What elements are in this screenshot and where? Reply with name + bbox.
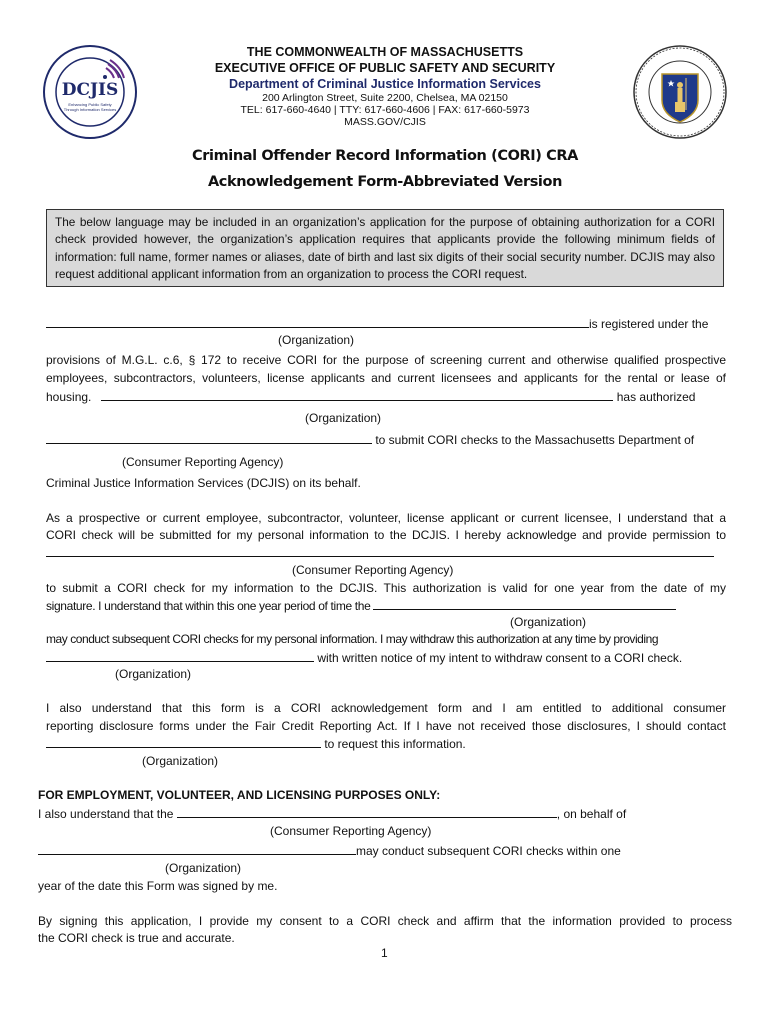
para3-label-organization: (Organization) bbox=[142, 754, 219, 768]
organization-blank-1[interactable] bbox=[46, 316, 589, 328]
para4-line2: may conduct subsequent CORI checks within one bbox=[38, 843, 621, 858]
organization-blank-3[interactable] bbox=[373, 598, 676, 610]
dcjis-logo-text: DCJIS bbox=[61, 80, 119, 100]
para3-line1: I also understand that this form is a CORI acknowledgement form and I am entitled to additional consumer bbox=[46, 701, 726, 715]
header-phone: TEL: 617-660-4640 | TTY: 617-660-4606 | FAX: 617-660-5973 bbox=[240, 104, 530, 116]
para5-line1: By signing this application, I provide my consent to a CORI check and affirm that the information provided to process bbox=[38, 914, 732, 928]
organization-blank-5[interactable] bbox=[46, 736, 321, 748]
form-subtitle: Acknowledgement Form-Abbreviated Version bbox=[207, 174, 562, 190]
para1-line6: Criminal Justice Information Services (DCJIS) on its behalf. bbox=[46, 476, 361, 490]
cra-blank-1[interactable] bbox=[46, 432, 372, 444]
organization-blank-2[interactable] bbox=[101, 389, 613, 401]
para4-label-cra: (Consumer Reporting Agency) bbox=[270, 824, 432, 838]
organization-blank-4[interactable] bbox=[46, 650, 314, 662]
cra-blank-2[interactable] bbox=[46, 545, 714, 557]
header-executive-office: EXECUTIVE OFFICE OF PUBLIC SAFETY AND SECURITY bbox=[214, 61, 556, 75]
dcjis-logo bbox=[42, 44, 138, 140]
para2-line2: CORI check will be submitted for my personal information to the DCJIS. I hereby acknowledge and provide permission to bbox=[46, 528, 726, 542]
header-department: Department of Criminal Justice Information Services bbox=[229, 77, 541, 91]
para2-blank-line bbox=[46, 545, 714, 560]
para2-label-organization: (Organization) bbox=[510, 615, 587, 629]
dcjis-logo-tagline: Enhancing Public Safety Through Information Services bbox=[63, 102, 117, 112]
para1-line1: is registered under the bbox=[46, 316, 708, 331]
header-website: MASS.GOV/CJIS bbox=[344, 116, 426, 128]
para1-line2: provisions of M.G.L. c.6, § 172 to receive CORI for the purpose of screening current and otherwise qualified prospective bbox=[46, 353, 726, 367]
form-title: Criminal Offender Record Information (CORI) CRA bbox=[192, 148, 578, 164]
para3-line3: to request this information. bbox=[46, 736, 466, 751]
state-seal-icon bbox=[632, 44, 728, 140]
page-number: 1 bbox=[381, 946, 388, 960]
organization-blank-6[interactable] bbox=[38, 843, 356, 855]
para1-label-organization-2: (Organization) bbox=[305, 411, 382, 425]
para1-line3: employees, subcontractors, volunteers, license applicants and current licensees and applicants for the rental or lease of bbox=[46, 371, 726, 385]
notice-box: The below language may be included in an organization’s application for the purpose of obtaining authorization for a CORI check provided however, the organization’s application requires that applicants provide the following minimum fields of information: full name, former names or aliases, date of birth and last six digits of their social security number. DCJIS may also request additional applicant information from an organization to process the CORI request. bbox=[46, 209, 724, 287]
para2-label-cra: (Consumer Reporting Agency) bbox=[292, 563, 454, 577]
para4-label-organization: (Organization) bbox=[165, 861, 242, 875]
para2-line6: with written notice of my intent to withdraw consent to a CORI check. bbox=[46, 650, 682, 665]
para4-line1: I also understand that the , on behalf of bbox=[38, 807, 627, 821]
cra-blank-3[interactable] bbox=[177, 806, 557, 818]
para1-label-cra: (Consumer Reporting Agency) bbox=[122, 455, 284, 469]
para2-line4: signature. I understand that within this one year period of time the bbox=[46, 598, 676, 613]
para1-line4: housing. has authorized bbox=[46, 390, 696, 404]
para4-line3: year of the date this Form was signed by me. bbox=[38, 879, 278, 893]
para2-line1: As a prospective or current employee, subcontractor, volunteer, license applicant or current licensee, I understand that a bbox=[46, 511, 726, 525]
para2-line5: may conduct subsequent CORI checks for my personal information. I may withdraw this authorization at any time by providing bbox=[46, 632, 659, 646]
para2-line3: to submit a CORI check for my information to the DCJIS. This authorization is valid for one year from the date of my bbox=[46, 581, 726, 595]
para2-label-organization-2: (Organization) bbox=[115, 667, 192, 681]
employment-heading: FOR EMPLOYMENT, VOLUNTEER, AND LICENSING PURPOSES ONLY: bbox=[38, 788, 441, 802]
para1-line5: to submit CORI checks to the Massachusetts Department of bbox=[46, 432, 694, 447]
para3-line2: reporting disclosure forms under the Fair Credit Reporting Act. If I have not received those disclosures, I should contact bbox=[46, 719, 726, 733]
massachusetts-seal bbox=[632, 44, 728, 140]
para5-line2: the CORI check is true and accurate. bbox=[38, 931, 235, 945]
para1-label-organization: (Organization) bbox=[278, 333, 355, 347]
header-address: 200 Arlington Street, Suite 2200, Chelsea, MA 02150 bbox=[262, 92, 508, 104]
header-commonwealth: THE COMMONWEALTH OF MASSACHUSETTS bbox=[246, 45, 524, 59]
